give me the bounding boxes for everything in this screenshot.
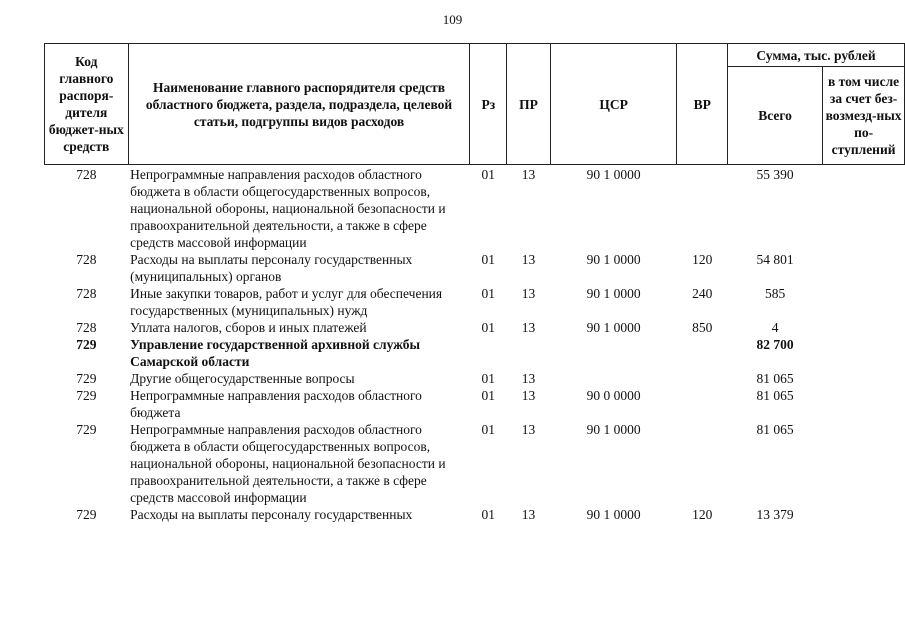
cell-vr: 850 bbox=[692, 320, 713, 335]
cell-gratis bbox=[823, 285, 905, 319]
cell-total: 81 065 bbox=[756, 422, 794, 437]
cell-rz: 01 bbox=[481, 371, 496, 386]
header-csr: ЦСР bbox=[550, 44, 677, 165]
cell-rz bbox=[470, 336, 507, 370]
cell-gratis bbox=[823, 421, 905, 506]
cell-vr bbox=[677, 421, 728, 506]
table-row bbox=[45, 251, 905, 285]
table-row bbox=[45, 285, 905, 319]
cell-rz: 01 bbox=[481, 422, 496, 437]
cell-pr: 13 bbox=[521, 286, 536, 301]
cell-rz: 01 bbox=[481, 507, 496, 522]
cell-pr: 13 bbox=[521, 507, 536, 522]
budget-table bbox=[44, 43, 905, 523]
table-header bbox=[45, 44, 905, 165]
cell-code: 728 bbox=[76, 320, 97, 335]
cell-csr: 90 1 0000 bbox=[586, 286, 641, 301]
cell-name: Уплата налогов, сборов и иных платежей bbox=[130, 320, 367, 335]
cell-total: 4 bbox=[771, 320, 779, 335]
table-row bbox=[45, 319, 905, 336]
table-row bbox=[45, 370, 905, 387]
cell-vr: 240 bbox=[692, 286, 713, 301]
header-rz: Рз bbox=[470, 44, 507, 165]
header-vr: ВР bbox=[677, 44, 728, 165]
cell-name: Расходы на выплаты персоналу государственных (муниципальных) органов bbox=[130, 252, 413, 284]
cell-code: 729 bbox=[76, 422, 97, 437]
cell-code: 729 bbox=[76, 337, 97, 352]
cell-gratis bbox=[823, 251, 905, 285]
cell-pr bbox=[507, 336, 551, 370]
table-body bbox=[45, 165, 905, 524]
cell-code: 728 bbox=[76, 252, 97, 267]
cell-pr: 13 bbox=[521, 371, 536, 386]
cell-code: 729 bbox=[76, 507, 97, 522]
table-row bbox=[45, 336, 905, 370]
table-row bbox=[45, 165, 905, 252]
cell-rz: 01 bbox=[481, 286, 496, 301]
cell-pr: 13 bbox=[521, 167, 536, 182]
header-pr: ПР bbox=[507, 44, 551, 165]
cell-name: Управление государственной архивной службы Самарской области bbox=[130, 337, 421, 369]
cell-name: Непрограммные направления расходов областного бюджета bbox=[130, 388, 422, 420]
cell-rz: 01 bbox=[481, 252, 496, 267]
cell-gratis bbox=[823, 336, 905, 370]
cell-total: 81 065 bbox=[756, 371, 794, 386]
cell-total: 13 379 bbox=[756, 507, 794, 522]
cell-name: Расходы на выплаты персоналу государственных bbox=[130, 507, 413, 522]
cell-rz: 01 bbox=[481, 167, 496, 182]
header-total: Всего bbox=[728, 67, 823, 165]
cell-gratis bbox=[823, 506, 905, 523]
cell-total: 81 065 bbox=[756, 388, 794, 403]
cell-name: Непрограммные направления расходов областного бюджета в области общегосударственных вопросов, национальной обороны, национальной безопасности и правоохранительной деятельности, а также в сфере средств массовой информации bbox=[130, 167, 446, 250]
cell-vr bbox=[677, 336, 728, 370]
header-code: Код главного распоря-дителя бюджет-ных средств bbox=[45, 44, 129, 165]
cell-total: 54 801 bbox=[756, 252, 794, 267]
cell-vr bbox=[677, 387, 728, 421]
cell-pr: 13 bbox=[521, 388, 536, 403]
cell-vr bbox=[677, 370, 728, 387]
cell-vr: 120 bbox=[692, 252, 713, 267]
cell-code: 728 bbox=[76, 286, 97, 301]
cell-csr: 90 1 0000 bbox=[586, 167, 641, 182]
cell-csr bbox=[550, 370, 677, 387]
cell-name: Непрограммные направления расходов областного бюджета в области общегосударственных вопросов, национальной обороны, национальной безопасности и правоохранительной деятельности, а также в сфере средств массовой информации bbox=[130, 422, 446, 505]
cell-rz: 01 bbox=[481, 320, 496, 335]
cell-csr: 90 1 0000 bbox=[586, 422, 641, 437]
cell-csr: 90 1 0000 bbox=[586, 320, 641, 335]
cell-csr: 90 1 0000 bbox=[586, 507, 641, 522]
table-row bbox=[45, 506, 905, 523]
header-name: Наименование главного распорядителя средств областного бюджета, раздела, подраздела, целевой статьи, подгруппы видов расходов bbox=[128, 44, 470, 165]
header-gratis: в том числе за счет без-возмезд-ных по-ступлений bbox=[823, 67, 905, 165]
cell-code: 729 bbox=[76, 388, 97, 403]
cell-csr bbox=[550, 336, 677, 370]
cell-gratis bbox=[823, 319, 905, 336]
cell-csr: 90 1 0000 bbox=[586, 252, 641, 267]
table-row bbox=[45, 421, 905, 506]
cell-pr: 13 bbox=[521, 422, 536, 437]
cell-pr: 13 bbox=[521, 320, 536, 335]
page-number: 109 bbox=[442, 12, 463, 27]
cell-csr: 90 0 0000 bbox=[586, 388, 641, 403]
cell-rz: 01 bbox=[481, 388, 496, 403]
cell-vr bbox=[677, 165, 728, 252]
cell-pr: 13 bbox=[521, 252, 536, 267]
cell-vr: 120 bbox=[692, 507, 713, 522]
cell-total: 585 bbox=[764, 286, 786, 301]
cell-code: 729 bbox=[76, 371, 97, 386]
cell-total: 55 390 bbox=[756, 167, 794, 182]
cell-gratis bbox=[823, 387, 905, 421]
header-sum: Сумма, тыс. рублей bbox=[728, 44, 905, 67]
cell-gratis bbox=[823, 370, 905, 387]
cell-total: 82 700 bbox=[756, 337, 794, 352]
cell-gratis bbox=[823, 165, 905, 252]
table-row bbox=[45, 387, 905, 421]
cell-code: 728 bbox=[76, 167, 97, 182]
cell-name: Иные закупки товаров, работ и услуг для обеспечения государственных (муниципальных) нужд bbox=[130, 286, 443, 318]
cell-name: Другие общегосударственные вопросы bbox=[130, 371, 355, 386]
